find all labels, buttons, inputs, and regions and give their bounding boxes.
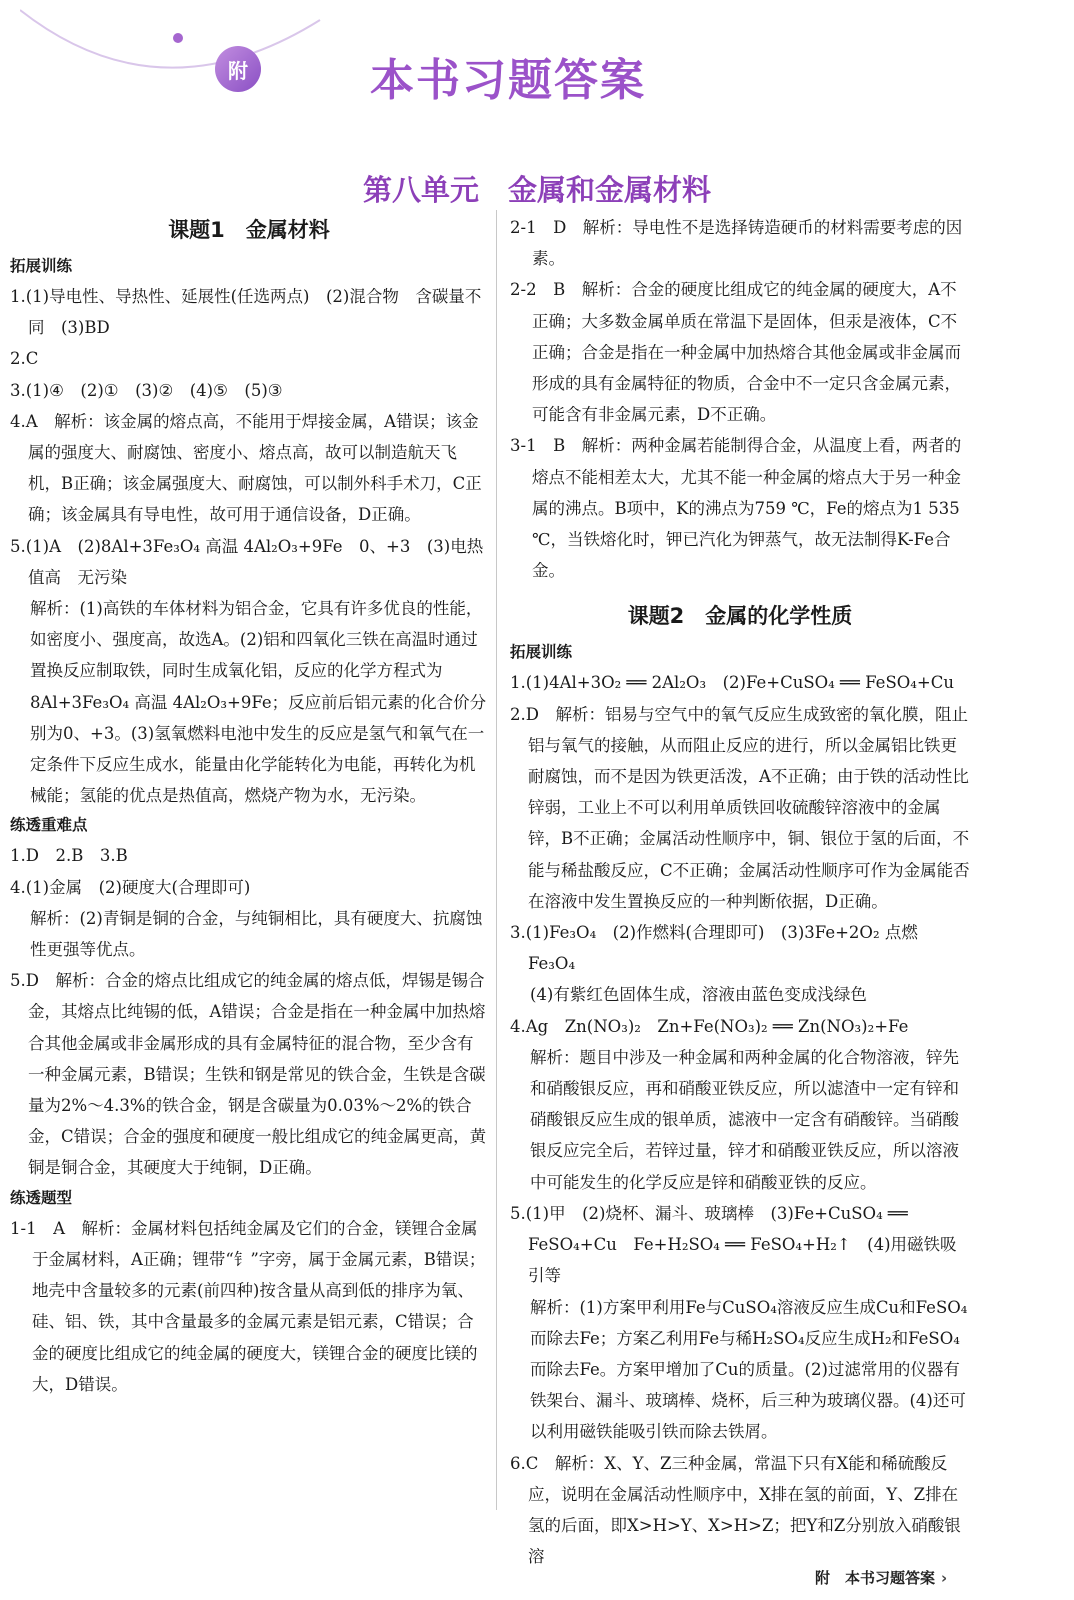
lesson-1-title: 课题1 金属材料	[168, 218, 330, 242]
answer-item: 3-1 B 解析：两种金属若能制得合金，从温度上看，两者的熔点不能相差太大，尤其不能一种金属的熔点大于另一种金属的沸点。B项中，K的沸点为759 ℃，Fe的熔点为1 535 ℃，当铁熔化时，钾已汽化为钾蒸气，故无法制得K-Fe合金。	[510, 436, 962, 581]
answer-item: 1-1 A 解析：金属材料包括纯金属及它们的合金，镁锂合金属于金属材料，A正确；锂带“钅”字旁，属于金属元素，B错误；地壳中含量较多的元素(前四种)按含量从高到低的排序为氧、硅、铝、铁，其中含量最多的金属元素是铝元素，C错误；合金的硬度比组成它的纯金属的硬度大，镁锂合金的硬度比镁的大，D错误。	[10, 1218, 486, 1394]
page-title: 本书习题答案	[370, 55, 646, 106]
answer-explanation: 解析：(1)高铁的车体材料为铝合金，它具有许多优良的性能，如密度小、强度高，故选A。(2)铝和四氧化三铁在高温时通过置换反应制取铁，同时生成氧化铝，反应的化学方程式为8Al+3Fe₃O₄ 高温 4Al₂O₃+9Fe；反应前后铝元素的化合价分别为0、+3。(3)氢氧燃料电池中发生的反应是氢气和氧气在一定条件下反应生成水，能量由化学能转化为电能，再转化为机械能；氢能的优点是热值高，燃烧产物为水，无污染。	[30, 599, 487, 806]
left-column	[10, 212, 488, 1400]
footer-label: 附 本书习题答案	[815, 1569, 936, 1587]
answer-item: 5.(1)A (2)8Al+3Fe₃O₄ 高温 4Al₂O₃+9Fe 0、+3 (3)电热值高 无污染	[10, 536, 484, 587]
answer-item: 1.D 2.B 3.B	[10, 846, 128, 866]
answer-item: 2-2 B 解析：合金的硬度比组成它的纯金属的硬度大，A不正确；大多数金属单质在常温下是固体，但汞是液体，C不正确；合金是指在一种金属中加热熔合其他金属或非金属而形成的具有金属特征的物质，合金中不一定只含金属元素，可能含有非金属元素，D不正确。	[510, 280, 961, 425]
section-heading: 练透重难点	[10, 816, 88, 835]
right-column	[510, 212, 970, 1572]
answer-item: 6.C 解析：X、Y、Z三种金属，常温下只有X能和稀硫酸反应，说明在金属活动性顺序中，X排在氢的前面，Y、Z排在氢的后面，即X>H>Y、X>H>Z；把Y和Z分别放入硝酸银溶	[510, 1453, 961, 1567]
answer-item: 4.Ag Zn(NO₃)₂ Zn+Fe(NO₃)₂ ══ Zn(NO₃)₂+Fe	[510, 1016, 909, 1036]
decorative-arc-icon	[20, 0, 350, 110]
answer-item: 5.D 解析：合金的熔点比组成它的纯金属的熔点低，焊锡是锡合金，其熔点比纯锡的低，A错误；合金是指在一种金属中加热熔合其他金属或非金属形成的具有金属特征的混合物，至少含有一种金属元素，B错误；生铁和钢是常见的铁合金，生铁是含碳量为2%～4.3%的铁合金，钢是含碳量为0.03%～2%的铁合金，C错误；合金的强度和硬度一般比组成它的纯金属更高，黄铜是铜合金，其硬度大于纯铜，D正确。	[10, 971, 487, 1178]
lesson-2-title: 课题2 金属的化学性质	[627, 604, 853, 629]
answer-item: 2.C	[10, 349, 39, 369]
answer-item: 1.(1)4Al+3O₂ ══ 2Al₂O₃ (2)Fe+CuSO₄ ══ FeSO₄+Cu	[510, 673, 954, 693]
answer-explanation: 解析：(1)方案甲利用Fe与CuSO₄溶液反应生成Cu和FeSO₄而除去Fe；方案乙利用Fe与稀H₂SO₄反应生成H₂和FeSO₄而除去Fe。方案甲增加了Cu的质量。(2)过滤常用的仪器有铁架台、漏斗、玻璃棒、烧杯，后三种为玻璃仪器。(4)还可以利用磁铁能吸引铁而除去铁屑。	[530, 1297, 968, 1442]
section-heading: 练透题型	[10, 1188, 73, 1207]
column-divider	[496, 210, 497, 1510]
answer-item: 5.(1)甲 (2)烧杯、漏斗、玻璃棒 (3)Fe+CuSO₄ ══ FeSO₄+Cu Fe+H₂SO₄ ══ FeSO₄+H₂↑ (4)用磁铁吸引等	[510, 1203, 957, 1286]
answer-explanation: (4)有紫红色固体生成，溶液由蓝色变成浅绿色	[530, 985, 867, 1005]
answer-item: 1.(1)导电性、导热性、延展性(任选两点) (2)混合物 含碳量不同 (3)BD	[10, 287, 482, 338]
appendix-badge: 附	[215, 46, 261, 92]
answer-item: 2-1 D 解析：导电性不是选择铸造硬币的材料需要考虑的因素。	[510, 218, 963, 269]
answer-item: 3.(1)④ (2)① (3)② (4)⑤ (5)③	[10, 380, 283, 400]
answer-item: 4.A 解析：该金属的熔点高，不能用于焊接金属，A错误；该金属的强度大、耐腐蚀、密度小、熔点高，故可以制造航天飞机，B正确；该金属强度大、耐腐蚀，可以制外科手术刀，C正确；该金属具有导电性，故可用于通信设备，D正确。	[10, 411, 482, 525]
section-heading: 拓展训练	[510, 643, 573, 662]
page-footer	[815, 1567, 947, 1588]
chevron-right-icon: ›	[941, 1569, 948, 1587]
unit-title: 第八单元 金属和金属材料	[362, 173, 711, 207]
answer-item: 4.(1)金属 (2)硬度大(合理即可)	[10, 877, 251, 897]
page-header	[0, 0, 1074, 140]
answer-item: 2.D 解析：铝易与空气中的氧气反应生成致密的氧化膜，阻止铝与氧气的接触，从而阻止反应的进行，所以金属铝比铁更耐腐蚀，而不是因为铁更活泼，A不正确；由于铁的活动性比锌弱，工业上不可以利用单质铁回收硫酸锌溶液中的金属锌，B不正确；金属活动性顺序中，铜、银位于氢的后面，不能与稀盐酸反应，C不正确；金属活动性顺序可作为金属能否在溶液中发生置换反应的一种判断依据，D正确。	[510, 704, 970, 911]
section-heading: 拓展训练	[10, 257, 73, 275]
answer-explanation: 解析：题目中涉及一种金属和两种金属的化合物溶液，锌先和硝酸银反应，再和硝酸亚铁反应，所以滤渣中一定有锌和硝酸银反应生成的银单质，滤液中一定含有硝酸锌。当硝酸银反应完全后，若锌过量，锌才和硝酸亚铁反应，所以溶液中可能发生的化学反应是锌和硝酸亚铁的反应。	[530, 1047, 959, 1192]
answer-item: 3.(1)Fe₃O₄ (2)作燃料(合理即可) (3)3Fe+2O₂ 点燃 Fe₃O₄	[510, 923, 918, 974]
answer-explanation: 解析：(2)青铜是铜的合金，与纯铜相比，具有硬度大、抗腐蚀性更强等优点。	[30, 908, 483, 960]
